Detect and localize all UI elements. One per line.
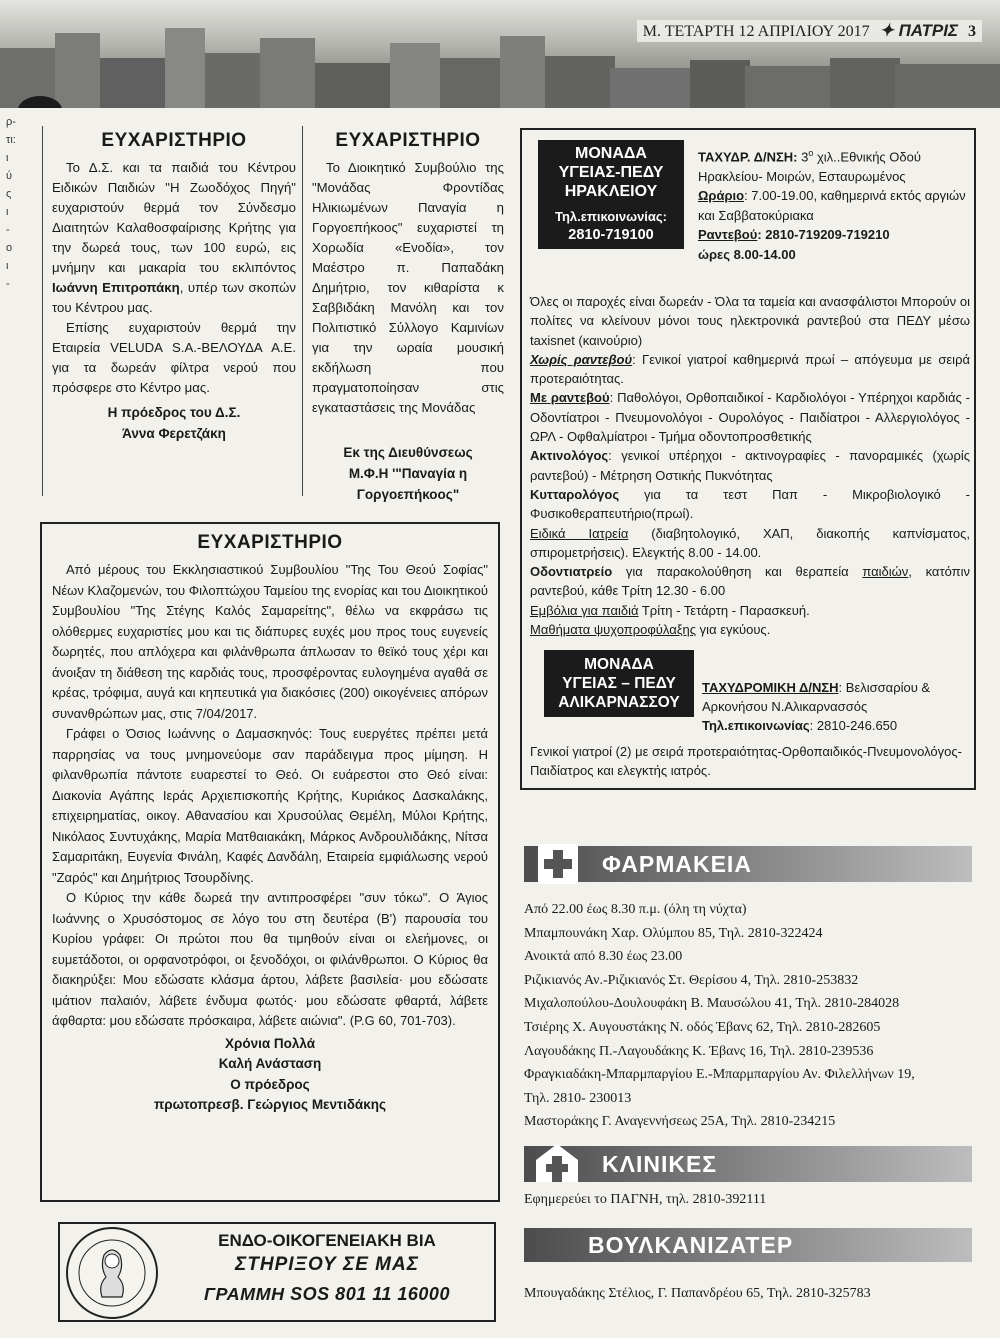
pharmacies-list xyxy=(524,898,972,1134)
pharmacy-row: Ριζικιανός Αν.-Ριζικιανός Στ. Θερίσου 4, Τηλ. 2810-253832 xyxy=(524,972,859,988)
services-label: Κυτταρολόγος xyxy=(530,486,620,502)
edge-fragment: - xyxy=(6,278,10,290)
column-divider xyxy=(302,126,303,496)
ad-headline: ΕΝΔΟ-ΟΙΚΟΓΕΝΕΙΑΚΗ ΒΙΑ xyxy=(218,1231,436,1250)
unit-phone: 2810-719100 xyxy=(568,227,654,243)
notice-title: ΕΥΧΑΡΙΣΤΗΡΙΟ xyxy=(101,130,247,151)
services-item xyxy=(530,485,970,524)
unit-name-line: ΑΛΙΚΑΡΝΑΣΣΟΥ xyxy=(558,694,680,711)
notice-title: ΕΥΧΑΡΙΣΤΗΡΙΟ xyxy=(335,130,481,151)
edge-fragment: ι xyxy=(6,152,9,164)
signature-title: Ο πρόεδρος xyxy=(230,1076,310,1092)
page-header xyxy=(0,0,1000,108)
services-label: Ειδικά Ιατρεία xyxy=(530,525,629,541)
pharmacy-row: Μαστοράκης Γ. Αναγεννήσεως 25Α, Τηλ. 2810-234215 xyxy=(524,1114,836,1130)
edge-fragment: ρ- xyxy=(6,116,16,128)
pharmacy-row: Από 22.00 έως 8.30 π.μ. (όλη τη νύχτα) xyxy=(524,902,747,917)
sos-hotline: ΓΡΑΜΜΗ SOS 801 11 16000 xyxy=(204,1284,450,1304)
notice-paragraph: Το Διοικητικό Συμβούλιο της "Μονάδας Φροντίδας Ηλικιωμένων Παναγία η Γοργοεπήκοος" ευχαριστεί τη Χορωδία «Ενοδία», τον Μαέστρο π. Παπαδάκη Δημήτριο, τον κιθαρίστα κ Σαββιδάκη Μανόλη και τον Πολιτιστικό Σύλλογο Καμινίων για την ωραία μουσική εκδήλωση που πραγματοποίησαν στις εγκαταστάσεις της Μονάδας xyxy=(312,160,504,415)
edge-fragment: ι xyxy=(6,260,9,272)
services-item xyxy=(530,388,970,446)
pharmacy-row: Τσιέρης Χ. Αυγουστάκης Ν. οδός Έβανς 62, Τηλ. 2810-282605 xyxy=(524,1019,881,1035)
pharmacy-row: Τηλ. 2810- 230013 xyxy=(524,1090,632,1106)
ad-subheadline: ΣΤΗΡΙΞΟΥ ΣΕ ΜΑΣ xyxy=(235,1254,419,1275)
services-text: για παρακολούθηση και θεραπεία xyxy=(612,564,863,580)
domestic-violence-ad xyxy=(58,1222,496,1322)
edge-fragment: ο xyxy=(6,242,13,254)
brand-name: ΠΑΤΡΙΣ xyxy=(898,21,958,40)
notice-signature xyxy=(52,402,296,444)
pharmacy-row: Λαγουδάκης Π.-Λαγουδάκης Κ. Έβανς 16, Τηλ. 2810-239536 xyxy=(524,1043,874,1059)
services-text: : Παθολόγοι, Ορθοπαιδικοί - Καρδιολόγοι - Υπέρηχοι καρδιάς - Οδοντίατροι - Πνευμονολόγοι - Ουρολόγος - Παιδίατροι - Αλλεργιολόγος - ΩΡΛ - Οφθαλμίατροι - Τμήμα οδοντοπροσθετικής xyxy=(530,390,970,445)
thank-you-notice-2 xyxy=(312,130,504,505)
notice-paragraph xyxy=(52,158,296,318)
unit2-services: Γενικοί γιατροί (2) με σειρά προτεραιότητας-Ορθοπαιδικός-Πνευμονολόγος-Παιδίατρος και ελεγκτής ιατρός. xyxy=(530,744,962,779)
thank-you-notice-1 xyxy=(52,130,296,444)
edge-fragment: τι: xyxy=(6,134,16,146)
phone-label: Τηλ.επικοινωνίας: xyxy=(555,209,667,224)
phone-label: Τηλ.επικοινωνίας xyxy=(702,718,810,733)
services-item xyxy=(530,620,970,639)
services-item xyxy=(530,601,970,620)
unit-address xyxy=(698,144,970,186)
appt-label: Ραντεβού xyxy=(698,227,758,243)
address-text: 3 xyxy=(801,149,809,165)
appt-phones: : 2810-719209-719210 xyxy=(757,227,890,243)
left-edge-fragments xyxy=(0,110,22,330)
hospital-building-icon xyxy=(534,1142,580,1182)
notice-paragraph: Επίσης ευχαριστούν θερμά την Εταιρεία VELUDA S.A.-ΒΕΛΟΥΔΑ Α.Ε. για τα δωρεάν φίλτρα νερού που πρόσφερε στο Κέντρο μας. xyxy=(52,320,296,395)
signature-line: Καλή Ανάσταση xyxy=(218,1056,322,1071)
services-text: , κατόπιν ραντεβού, κάθε Τρίτη 12.30 - 6.00 xyxy=(530,564,970,599)
unit-name-line: ΥΓΕΙΑΣ-ΠΕΔΥ xyxy=(558,164,664,181)
vulcanizers-banner xyxy=(524,1228,972,1262)
services-label: Μαθήματα ψυχοπροφύλαξης xyxy=(530,622,697,638)
newspaper-brand: ✦ ΠΑΤΡΙΣ xyxy=(879,21,958,40)
address-label: ΤΑΧΥΔΡΟΜΙΚΗ Δ/ΝΣΗ xyxy=(702,680,839,695)
services-text: Τρίτη - Τετάρτη - Παρασκευή. xyxy=(638,602,810,618)
section-title: ΒΟΥΛΚΑΝΙΖΑΤΕΡ xyxy=(588,1232,794,1258)
notice-paragraph: Ο Κύριος την κάθε δωρεά την αντιπροσφέρει "συν τόκω". Ο Άγιος Ιωάννης ο Χρυσόστομος σε λόγο του στη δευτέρα (Β') παρουσία του Κυρίου γράφει: Οι πρώτοι που θα τιμηθούν είναι οι ελεήμονες, οι ευμετάδοτοι, οι ορφανοτρόφοι, οι ξενοδόχοι, οι φιλάνθρωποι. Ο Κύριος θα διακηρύξει: Μου εδώσατε κλάσμα άρτου, λάβετε βασιλεία· μου εδώσατε ιμάτιον παλαιόν, λάβετε ένδυμα φωτός· μου εδώσατε φθαρτά, λάβετε άφθαρτα: μου εδώσατε πρόσκαιρα, λάβετε αιώνια". (P.G 60, 701-703). xyxy=(52,890,488,1028)
signature-line: Χρόνια Πολλά xyxy=(224,1035,316,1051)
notice-paragraph: Γράφει ο Όσιος Ιωάννης ο Δαμασκηνός: Τους ευεργέτες πρέπει μετά παρρησίας να τους μνημονεύομε σαν παράδειγμα προς μίμηση. Η φιλανθρωπία πάντοτε ευαρεστεί το Θεό. Οι ευάρεστοι στο Θεό είναι: Διακονία Αγάπης Ιεράς Αρχιεπισκοπής Κρήτης, Κυριάκος Δασκαλάκης, επιχειρηματίας, οικογ. Αθανασίου και Χρυσούλας Θεμέλη, Μύλοι Κρήτης, Νικόλαος Συντυχάκης, Μαρία Ματθαιακάκη, Μάρκος Ανδρουλιδάκης, Νίτσα Σαμαριτάκη, Ευγενία Φινάλη, Καφές Δανδάλη, Εταιρεία εμφιάλωσης νερού "Ζαρός" και Δημήτριος Τσουρδίνης. xyxy=(52,726,488,885)
notice-body xyxy=(52,158,296,398)
pharmacy-row: Φραγκιαδάκη-Μπαρμπαργίου Ε.-Μπαρμπαργίου Αν. Φιλελλήνων 19, xyxy=(524,1067,915,1083)
header-date: Μ. ΤΕΤΑΡΤΗ 12 ΑΠΡΙΛΙΟΥ 2017 xyxy=(642,23,870,40)
signature-title: Εκ της Διευθύνσεως xyxy=(343,445,473,460)
services-text: για εγκύους. xyxy=(696,622,771,638)
notice-body xyxy=(52,560,488,1032)
unit-name-line: ΥΓΕΙΑΣ – ΠΕΔΥ xyxy=(562,675,676,692)
services-text: : Γενικοί γιατροί καθημερινά πρωί – απόγευμα με σειρά προτεραιότητας. xyxy=(530,351,970,387)
notice-paragraph: Από μέρους του Εκκλησιαστικού Συμβουλίου "Της Του Θεού Σοφίας" Νέων Κλαζομενών, του Φιλοπτώχου Ταμείου της ενορίας και του Διοικητικού Συμβουλίου "Της Στέγης Καλός Σαμαρείτης", θέλω να εκφράσω τις ολόθερμες ευχαριστίες μου και τις διάπυρες ευχές μου προς τους ευγενείς δωρητές, που απλόχερα και φιλάνθρωπα άπλωσαν το θεϊκό τους χέρι και άνοιξαν τη διάθεση της καρδιάς τους, προσφέροντας ευλογημένα αγαθά σε κρέας, τρόφιμα, αυγά και κηπευτικά για διακόσιες (200) οικογένειες απόρων συνανθρώπων μας, στις 7/04/2017. xyxy=(52,562,488,721)
deceased-name: Ιωάννη Επιτροπάκη xyxy=(52,280,180,295)
services-text: για τα τεστ Παπ - Μικροβιολογικό - Φυσικοθεραπευτήριο(πρωί). xyxy=(530,486,970,522)
services-label: Με ραντεβού xyxy=(530,390,610,406)
edge-fragment: ς xyxy=(6,188,12,200)
clinics-banner xyxy=(524,1146,972,1182)
page-number: 3 xyxy=(968,23,976,40)
services-label: Ακτινολόγος xyxy=(530,448,609,464)
unit-details xyxy=(698,144,970,264)
column-divider xyxy=(42,126,43,496)
edge-fragment: - xyxy=(6,224,10,236)
unit-name-box xyxy=(538,140,684,249)
signature-name: Άννα Φερετζάκη xyxy=(122,426,226,441)
pharmacy-row: Μπαμπουνάκη Χαρ. Ολύμπου 85, Τηλ. 2810-322424 xyxy=(524,925,823,941)
pharmacy-row: Μιχαλοπούλου-Δουλουφάκη Β. Μαυσώλου 41, Τηλ. 2810-284028 xyxy=(524,996,900,1012)
notice-text: , υπέρ των σκοπών του Κέντρου μας. xyxy=(52,280,296,315)
address-sup: ο xyxy=(808,148,814,158)
unit-name-line: ΜΟΝΑΔΑ xyxy=(584,656,654,673)
signature-name: Γοργοεπήκοος" xyxy=(356,487,460,502)
services-text: : γενικοί υπέρηχοι - ακτινογραφίες - πανοραμικές (χωρίς ραντεβού) - Μέτρηση Οστικής Πυκνότητας xyxy=(530,448,970,483)
edge-fragment: ι xyxy=(6,206,9,218)
services-item xyxy=(530,562,970,601)
signature-name: πρωτοπρεσβ. Γεώργιος Μεντιδάκης xyxy=(153,1097,387,1112)
hours-text: : 7.00-19.00, καθημερινά εκτός αργιών και Σαββατοκύριακα xyxy=(698,188,966,223)
unit-name-line: ΜΟΝΑΔΑ xyxy=(575,145,647,162)
unit-name-line: ΗΡΑΚΛΕΙΟΥ xyxy=(564,183,658,200)
services-label: Εμβόλια για παιδιά xyxy=(530,602,639,618)
services-item xyxy=(530,350,970,389)
address-text: χιλ..Εθνικής Οδού Ηρακλείου- Μοιρών, Εσταυρωμένος xyxy=(698,149,921,184)
section-title: ΦΑΡΜΑΚΕΙΑ xyxy=(602,851,752,877)
address-text: : Βελισσαρίου & Αρκονήσου Ν.Αλικαρνασσός xyxy=(702,680,931,714)
services-item xyxy=(530,446,970,485)
appt-hours: ώρες 8.00-14.00 xyxy=(698,246,796,262)
header-dateline xyxy=(637,20,982,42)
signature-title: Η πρόεδρος του Δ.Σ. xyxy=(107,405,241,420)
cross-icon xyxy=(538,844,578,884)
pharmacies-banner xyxy=(524,846,972,882)
unit2-details xyxy=(702,678,970,735)
thank-you-notice-3 xyxy=(40,522,500,1202)
ad-text xyxy=(164,1230,490,1310)
notice-signature xyxy=(52,1034,488,1116)
clinics-duty: Εφημερεύει το ΠΑΓΝΗ, τηλ. 2810-392111 xyxy=(524,1192,767,1207)
services-item xyxy=(530,524,970,563)
services-text: (διαβητολογικό, ΧΑΠ, διακοπής καπνίσματος, σπιρομετρήσεις). Ελεγκτής 8.00 - 14.00. xyxy=(530,525,970,560)
unit-appointments xyxy=(698,225,970,245)
unit-hours xyxy=(698,186,970,225)
women-association-logo xyxy=(64,1225,160,1321)
notice-body xyxy=(312,158,504,418)
unit-phone: : 2810-246.650 xyxy=(809,718,898,733)
address-label: ΤΑΧΥΔΡ. Δ/ΝΣΗ: xyxy=(698,149,798,165)
unit-services xyxy=(530,292,970,639)
pharmacy-row: Ανοικτά από 8.30 έως 23.00 xyxy=(524,949,683,965)
unit-name-box xyxy=(544,650,694,717)
vulcanizer-row: Μπουγαδάκης Στέλιος, Γ. Παπανδρέου 65, Τηλ. 2810-325783 xyxy=(524,1286,871,1301)
section-title: ΚΛΙΝΙΚΕΣ xyxy=(602,1151,718,1177)
edge-fragment: ύ xyxy=(6,170,13,182)
hours-label: Ωράριο xyxy=(698,188,745,204)
notice-title: ΕΥΧΑΡΙΣΤΗΡΙΟ xyxy=(197,532,343,553)
services-intro: Όλες οι παροχές είναι δωρεάν - Όλα τα ταμεία και ανασφάλιστοι Μπορούν οι πολίτες να κλείνουν μόνοι τους ηλεκτρονικά ραντεβού στα ΠΕΔΥ μέσω taxisnet (καινούριο) xyxy=(530,294,970,348)
services-label: Οδοντιατρείο xyxy=(530,564,613,580)
services-text: παιδιών xyxy=(862,564,909,580)
services-label: Χωρίς ραντεβού xyxy=(530,351,633,367)
notice-text: Το Δ.Σ. και τα παιδιά του Κέντρου Ειδικών Παιδιών "Η Ζωοδόχος Πηγή" ευχαριστούν θερμά τον Σύνδεσμο Διαιτητών Καλαθοσφαίρισης Κρήτης για την δωρεά τους, των 100 ευρώ, εις μνήμην και μακαρία του εκλιπόντος xyxy=(52,160,296,275)
signature-name: Μ.Φ.Η '"Παναγία η xyxy=(348,466,468,481)
health-unit-heraklion xyxy=(520,128,976,790)
notice-signature xyxy=(312,442,504,505)
